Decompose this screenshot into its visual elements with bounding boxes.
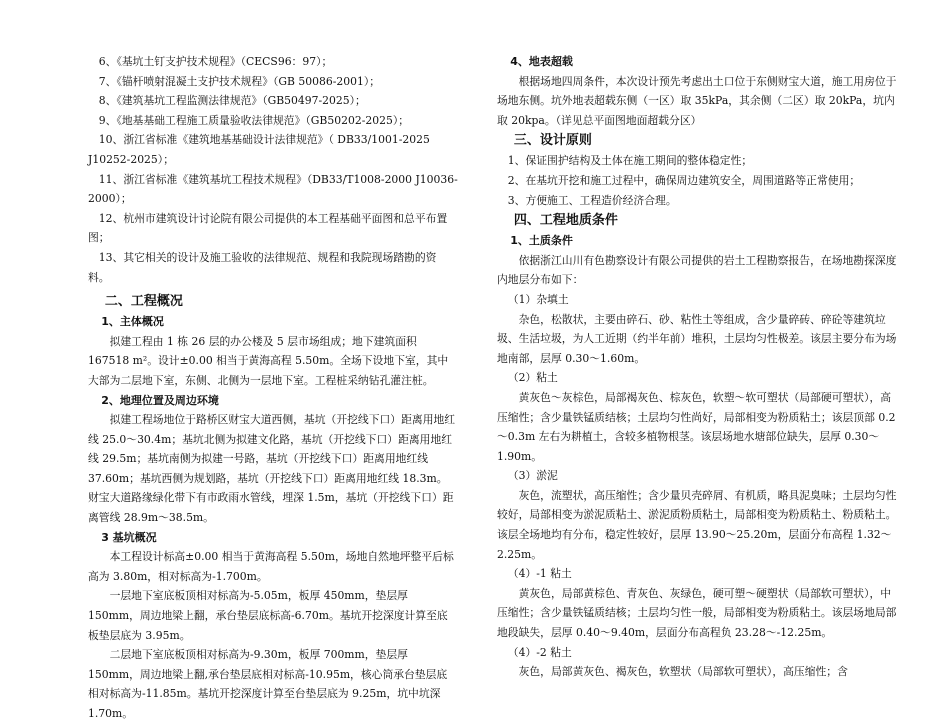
layer-1-text: 杂色，松散状，主要由碎石、砂、粘性土等组成，含少量碎砖、碎砼等建筑垃圾、生活垃圾，为人工近期（约半年前）堆积，土层均匀性极差。该层主要分布为场地南部，层厚 0.30～1.60m。: [497, 312, 897, 365]
reference-10: 10、浙江省标准《建筑地基基础设计法律规范》（ DB33/1001-2025 J10252-2025）；: [88, 133, 430, 166]
section-title-design-principles: 三、设计原则: [513, 133, 592, 149]
layer-4-title: （4）-1 粘土: [507, 567, 572, 581]
reference-11: 11、浙江省标准《建筑基坑工程技术规程》（DB33/T1008-2000 J10036-2000）；: [88, 172, 458, 206]
layer-1-title: （1）杂填土: [507, 292, 569, 306]
subsection-title-main-overview: 1、主体概况: [101, 315, 164, 329]
principle-1: 1、保证围护结构及土体在施工期间的整体稳定性；: [507, 154, 753, 168]
subsection-title-soil: 1、土质条件: [510, 234, 573, 248]
reference-9: 9、《地基基础工程施工质量验收法律规范》（GB50202-2025）；: [98, 113, 410, 127]
layer-5-title: （4）-2 粘土: [507, 645, 572, 659]
layer-2-title: （2）粘土: [507, 371, 558, 385]
main-overview-text: 拟建工程由 1 栋 26 层的办公楼及 5 层市场组成；地下建筑面积 167518 m²。设计±0.00 相当于黄海高程 5.50m。全场下设地下室，其中大部为二层地下室，东侧、北侧为一层地下室。工程桩采纳钻孔灌注桩。: [88, 334, 449, 387]
principle-2: 2、在基坑开挖和施工过程中，确保周边建筑安全，周围道路等正常使用；: [507, 173, 861, 187]
reference-13: 13、其它相关的设计及施工验收的法律规范、规程和我院现场踏勘的资料。: [88, 250, 437, 284]
section-title-geology: 四、工程地质条件: [513, 213, 618, 229]
section-title-project-overview: 二、工程概况: [104, 294, 183, 310]
layer-2-text: 黄灰色～灰棕色，局部褐灰色、棕灰色，软塑～软可塑状（局部硬可塑状），高压缩性；含少量铁锰质结核；土层均匀性尚好，局部相变为粉质粘土；该层顶部 0.2～0.3m 左右为耕植土，含较多植物根茎。该层场地水塘部位缺失，层厚 0.30～1.90m。: [497, 390, 896, 463]
location-text: 拟建工程场地位于路桥区财宝大道西侧，基坑（开挖线下口）距离用地红线 25.0～30.4m；基坑北侧为拟建文化路，基坑（开挖线下口）距离用地红线 29.5m；基坑南侧为拟建一号路，基坑（开挖线下口）距离用地红线 37.60m；基坑西侧为规划路，基坑（开挖线下口）距离用地红线 18.3m。财宝大道路缘绿化带下有市政雨水管线，埋深 1.5m，基坑（开挖线下口）距离管线 28.9m～38.5m。: [88, 413, 456, 525]
layer-3-text: 灰色，流塑状，高压缩性；含少量贝壳碎屑、有机质，略具泥臭味；土层均匀性较好，局部相变为淤泥质粘土、淤泥质粉质粘土，局部相变为粉质粘土、粉质粘土。该层全场地均有分布，稳定性较好，层厚 13.90～25.20m，层面分布高程 1.32～2.25m。: [497, 488, 897, 561]
reference-7: 7、《锚杆喷射混凝土支护技术规程》（GB 50086-2001）；: [98, 74, 381, 88]
soil-intro-text: 依据浙江山川有色勘察设计有限公司提供的岩土工程勘察报告，在场地勘探深度内地层分布如下：: [497, 253, 897, 287]
reference-6: 6、《基坑土钉支护技术规程》（CECS96：97）；: [98, 55, 333, 68]
right-column: [497, 52, 897, 682]
layer-5-text: 灰色，局部黄灰色、褐灰色，软塑状（局部软可塑状），高压缩性；含: [518, 665, 848, 679]
layer-3-title: （3）淤泥: [507, 469, 558, 483]
subsection-title-pit-overview: 3 基坑概况: [101, 530, 157, 544]
pit-overview-text-1: 本工程设计标高±0.00 相当于黄海高程 5.50m，场地自然地坪整平后标高为 3.80m，相对标高为-1.700m。: [88, 550, 454, 583]
pit-overview-text-2: 一层地下室底板顶相对标高为-5.05m，板厚 450mm，垫层厚 150mm，周边地梁上翻，承台垫层底标高-6.70m。基坑开挖深度计算至底板垫层底为 3.95m。: [88, 589, 448, 642]
subsection-title-location: 2、地理位置及周边环境: [101, 393, 219, 407]
left-column: [88, 52, 458, 724]
reference-12: 12、杭州市建筑设计讨论院有限公司提供的本工程基础平面图和总平布置图；: [88, 211, 448, 245]
reference-8: 8、《建筑基坑工程监测法律规范》（GB50497-2025）；: [98, 94, 366, 108]
principle-3: 3、方便施工、工程造价经济合理。: [507, 193, 677, 207]
pit-overview-text-3: 二层地下室底板顶相对标高为-9.30m，板厚 700mm，垫层厚 150mm，周边地梁上翻,承台垫层底相对标高-10.95m，核心筒承台垫层底相对标高为-11.85m。基坑开挖深度计算至台垫层底为 9.25m，坑中坑深 1.70m。: [88, 648, 448, 720]
layer-4-text: 黄灰色，局部黄棕色、青灰色、灰绿色，硬可塑～硬塑状（局部软可塑状），中压缩性；含少量铁锰质结核；土层均匀性一般，局部相变为粉质粘土。该层场地局部地段缺失，层厚 0.40～9.40m，层面分布高程负 23.28～-12.25m。: [497, 586, 897, 640]
surface-load-text: 根据场地四周条件，本次设计预先考虑出土口位于东侧财宝大道，施工用房位于场地东侧。坑外地表超载东侧（一区）取 35kPa，其余侧（二区）取 20kPa，坑内取 20kpa。（详见总平面图地面超载分区）: [497, 74, 897, 127]
subsection-title-surface-load: 4、地表超载: [510, 55, 573, 68]
